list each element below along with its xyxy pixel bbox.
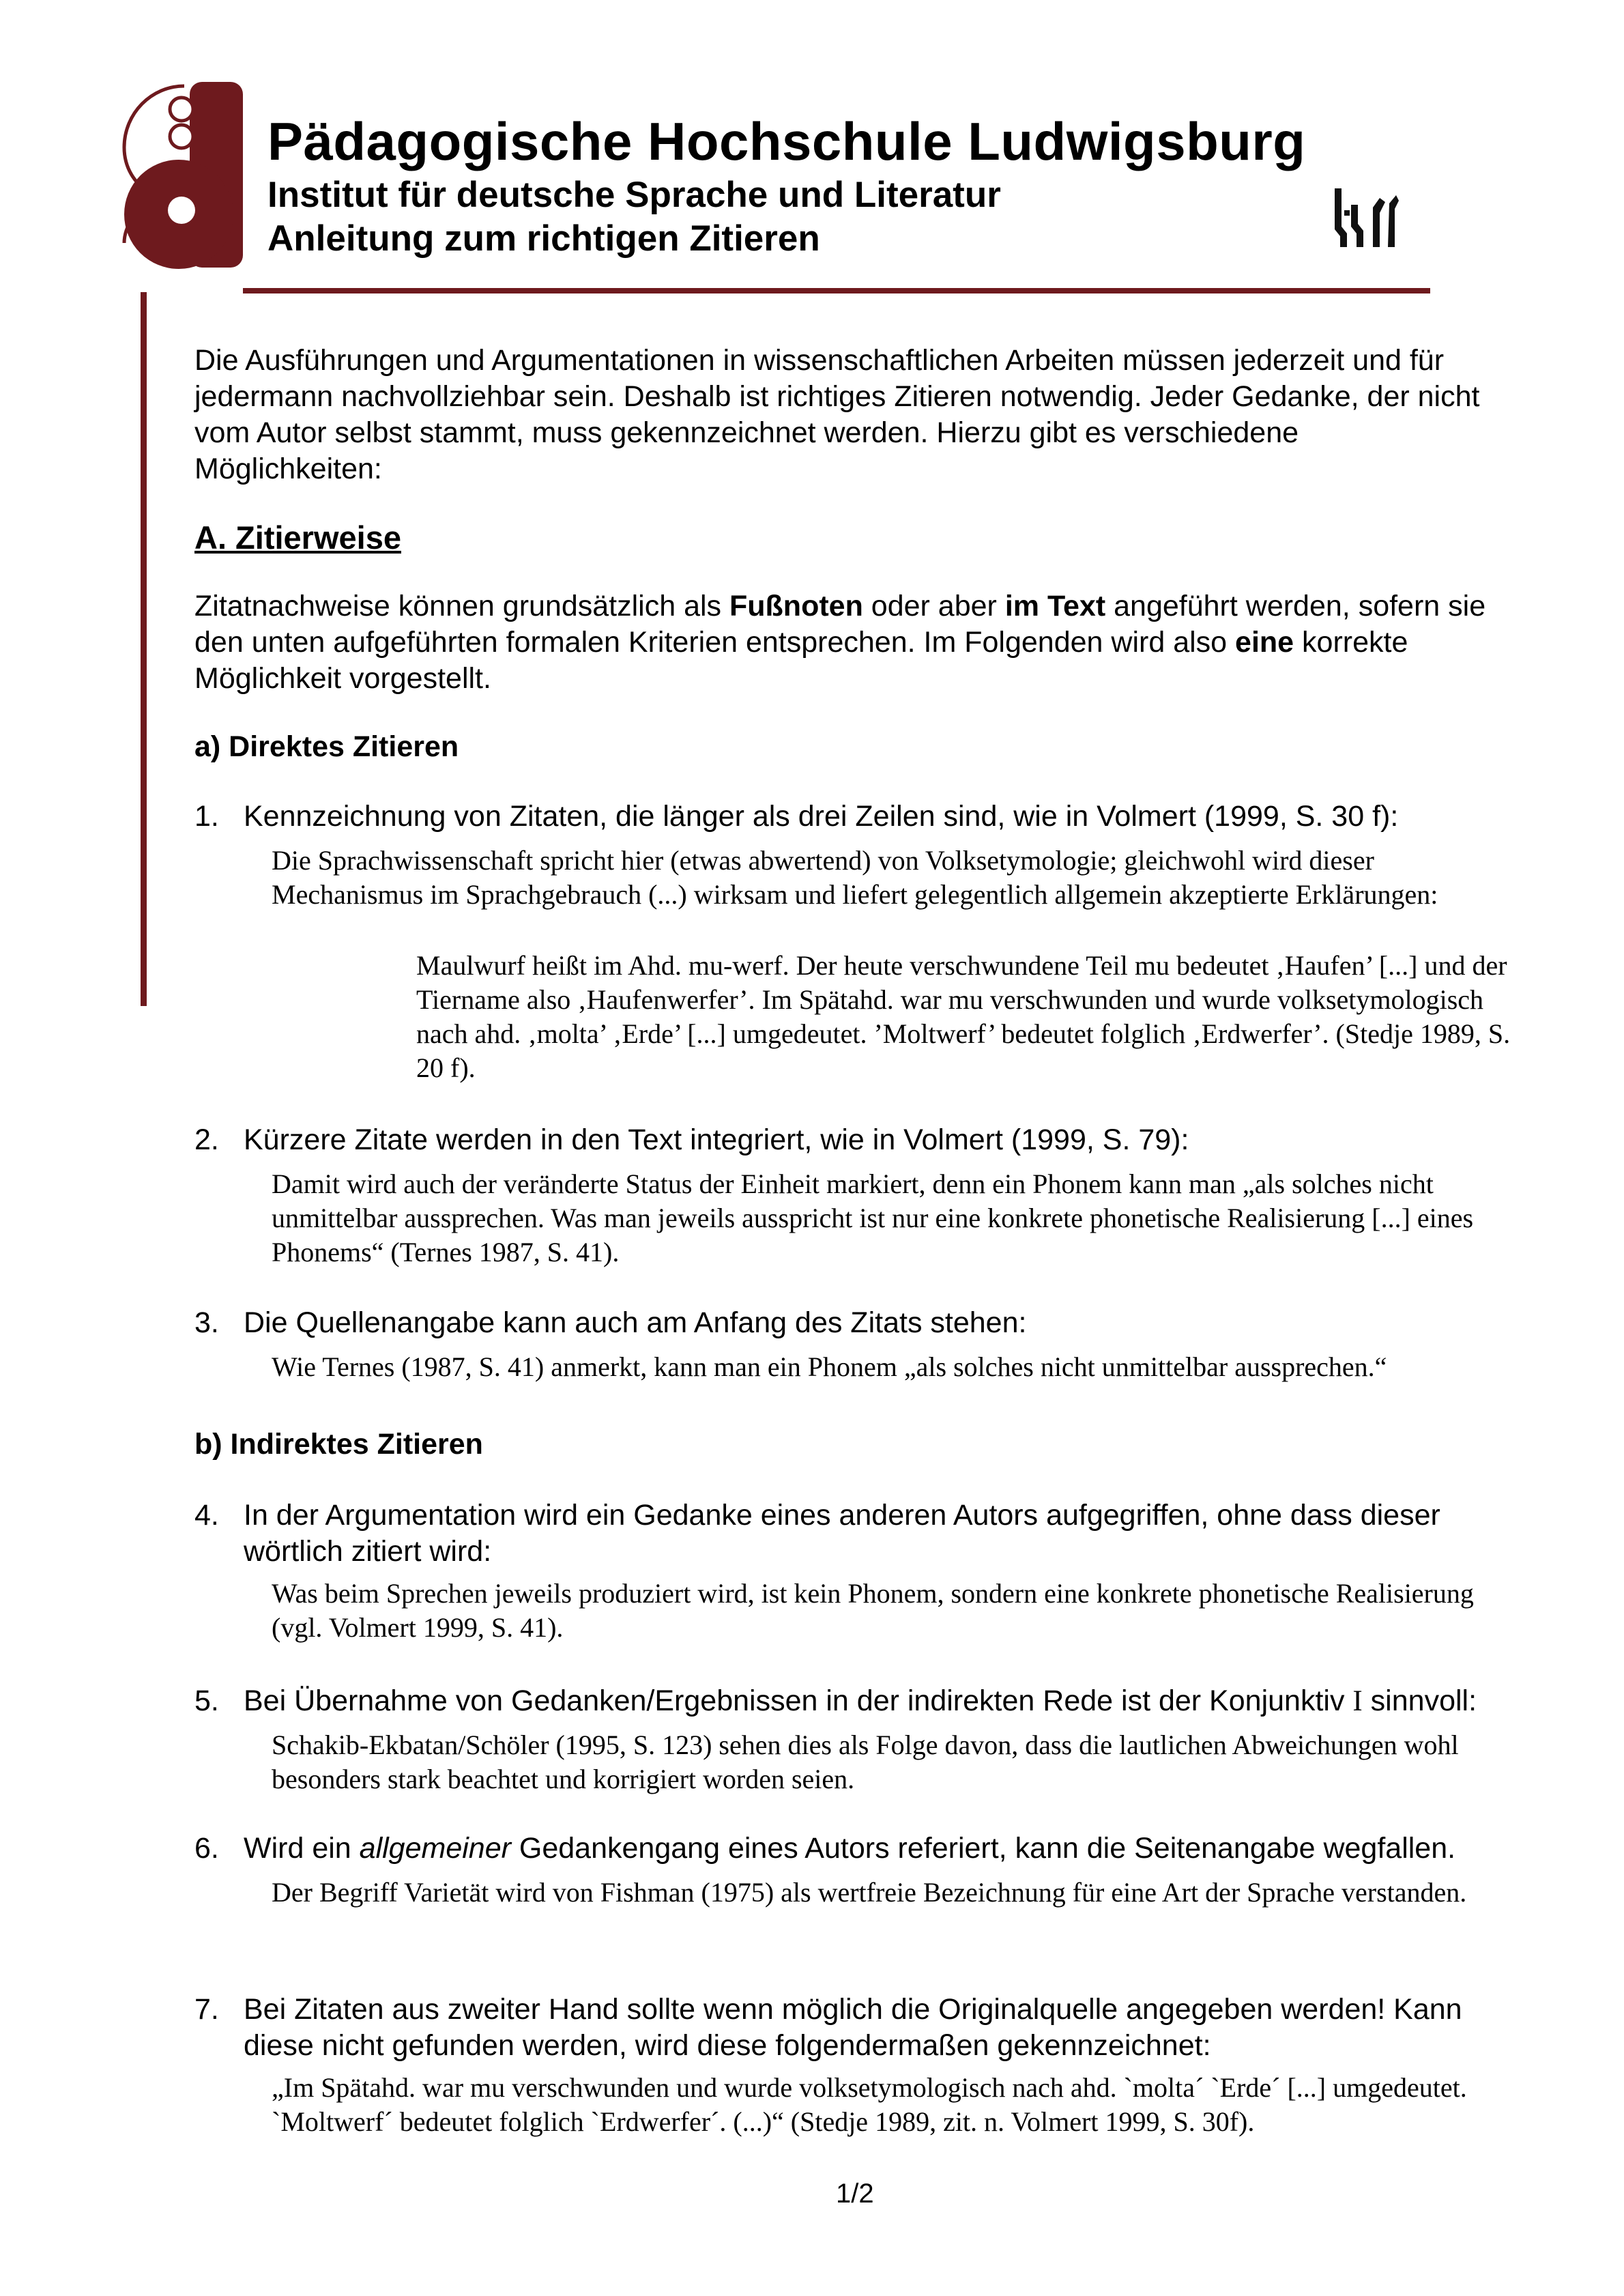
page-title: Pädagogische Hochschule Ludwigsburg [267,111,1306,171]
intro-paragraph: Die Ausführungen und Argumentationen in wissenschaftlichen Arbeiten müssen jederzeit und für jedermann nachvollziehbar sein. Deshalb ist richtiges Zitieren notwendig. Jeder Gedanke, der nicht vom Autor selbst stammt, muss gekennzeichnet werden. Hierzu gibt es verschiedene Möglichkeiten: [194,344,1480,485]
page-number: 1/2 [836,2179,874,2209]
university-logo [116,81,252,272]
item-text: Kennzeichnung von Zitaten, die länger als drei Zeilen sind, wie in Volmert (1999, S. 30 f): [244,800,1399,833]
item-text: Kürzere Zitate werden in den Text integriert, wie in Volmert (1999, S. 79): [244,1123,1189,1156]
nested-quote: Maulwurf heißt im Ahd. mu-werf. Der heute verschwundene Teil mu bedeutet ‚Haufen’ [...] und der Tiername also ‚Haufenwerfer’. Im Spätahd. war mu verschwunden und wurde volksetymologisch nach ahd. ‚molta’ ‚Erde’ [...] umgedeutet. ’Moltwerf’ bedeutet folglich ‚Erdwerfer’. (Stedje 1989, S. 20 f). [416,950,1511,1083]
block-quote: Schakib-Ekbatan/Schöler (1995, S. 123) sehen dies als Folge davon, dass die lautlichen Abweichungen wohl besonders stark beachtet und korrigiert worden seien. [272,1730,1459,1794]
block-quote: Damit wird auch der veränderte Status der Einheit markiert, denn ein Phonem kann man „als solches nicht unmittelbar aussprechen. Was man jeweils ausspricht ist nur eine konkrete phonetische Realisierung [...] eines Phonems“ (Ternes 1987, S. 41). [272,1168,1474,1267]
document-title: Anleitung zum richtigen Zitieren [267,218,820,259]
item-number: 3. [194,1306,219,1339]
item-number: 5. [194,1684,219,1717]
subheading-indirect: b) Indirektes Zitieren [194,1428,483,1461]
item-text: Bei Übernahme von Gedanken/Ergebnissen in der indirekten Rede ist der Konjunktiv I sinnvoll: [244,1684,1477,1717]
item-text: Die Quellenangabe kann auch am Anfang des Zitats stehen: [244,1306,1027,1339]
block-quote: „Im Spätahd. war mu verschwunden und wurde volksetymologisch nach ahd. `molta´ `Erde´ [...] umgedeutet. `Moltwerf´ bedeutet folglich `Erdwerfer´. (...)“ (Stedje 1989, zit. n. Volmert 1999, S. 30f). [272,2072,1467,2137]
block-quote: Was beim Sprechen jeweils produziert wird, ist kein Phonem, sondern eine konkrete phonetische Realisierung (vgl. Volmert 1999, S. 41). [272,1578,1474,1643]
item-number: 6. [194,1832,219,1865]
institute-title: Institut für deutsche Sprache und Literatur [267,175,1001,215]
section-a-paragraph: Zitatnachweise können grundsätzlich als Fußnoten oder aber im Text angeführt werden, sofern sie den unten aufgeführten formalen Kriterien entsprechen. Im Folgenden wird also eine korrekte Möglichkeit vorgestellt. [194,590,1486,695]
side-rule [141,292,147,1006]
header-rule [243,288,1430,293]
item-number: 4. [194,1499,219,1532]
subheading-direct: a) Direktes Zitieren [194,730,459,763]
section-heading: A. Zitierweise [194,519,401,556]
emblem-icon [1332,186,1400,251]
item-text: Bei Zitaten aus zweiter Hand sollte wenn möglich die Originalquelle angegeben werden! Kann diese nicht gefunden werden, wird diese folgendermaßen gekennzeichnet: [244,1993,1462,2062]
item-number: 1. [194,800,219,833]
block-quote: Wie Ternes (1987, S. 41) anmerkt, kann man ein Phonem „als solches nicht unmittelbar aussprechen.“ [272,1351,1387,1382]
block-quote: Der Begriff Varietät wird von Fishman (1975) als wertfreie Bezeichnung für eine Art der Sprache verstanden. [272,1877,1467,1908]
item-number: 7. [194,1993,219,2026]
item-text: Wird ein allgemeiner Gedankengang eines Autors referiert, kann die Seitenangabe wegfallen. [244,1832,1456,1865]
item-number: 2. [194,1123,219,1156]
item-text: In der Argumentation wird ein Gedanke eines anderen Autors aufgegriffen, ohne dass dieser wörtlich zitiert wird: [244,1499,1440,1568]
block-quote: Die Sprachwissenschaft spricht hier (etwas abwertend) von Volksetymologie; gleichwohl wird dieser Mechanismus im Sprachgebrauch (...) wirksam und liefert gelegentlich allgemein akzeptierte Erklärungen: [272,845,1438,910]
